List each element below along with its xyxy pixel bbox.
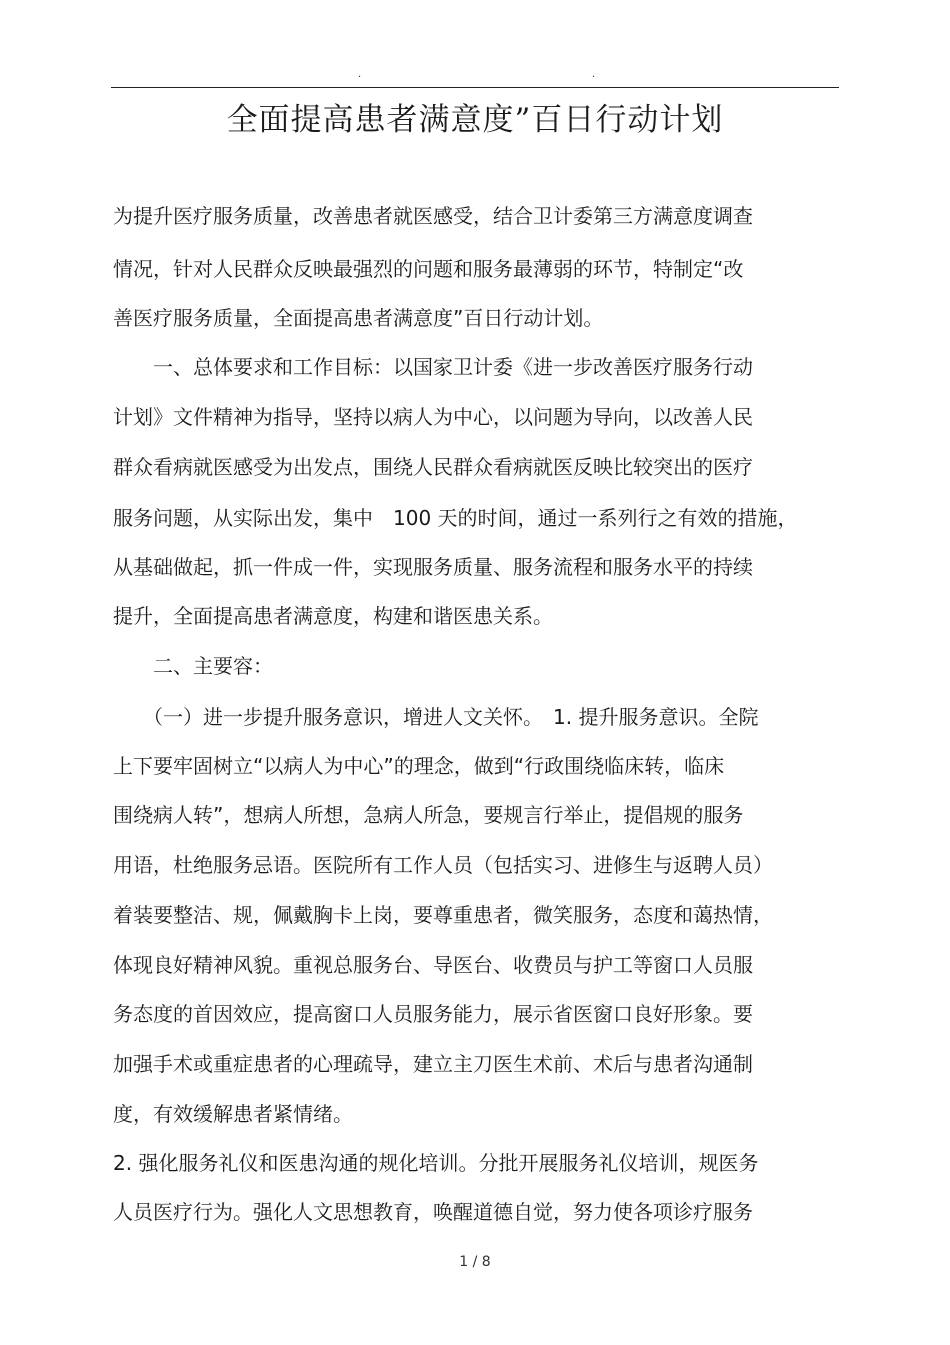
body-line: 围绕病人转”，想病人所想，急病人所急，要规言行举止，提倡规的服务 [113, 803, 744, 827]
body-line: 体现良好精神风貌。重视总服务台、导医台、收费员与护工等窗口人员服 [113, 953, 753, 977]
body-line: 从基础做起，抓一件成一件，实现服务质量、服务流程和服务水平的持续 [113, 555, 753, 579]
body-line: 上下要牢固树立“以病人为中心”的理念，做到“行政围绕临床转，临床 [113, 754, 725, 778]
header-rule [111, 87, 839, 88]
body-line: 2. 强化服务礼仪和医患沟通的规化培训。分批开展服务礼仪培训，规医务 [113, 1151, 759, 1175]
body-line: 善医疗服务质量，全面提高患者满意度”百日行动计划。 [113, 306, 604, 330]
body-line: 务态度的首因效应，提高窗口人员服务能力，展示省医窗口良好形象。要 [113, 1002, 753, 1026]
header-dot-left: . [358, 69, 362, 80]
body-line: 度，有效缓解患者紧情绪。 [113, 1102, 353, 1126]
body-line: 计划》文件精神为指导，坚持以病人为中心，以问题为导向，以改善人民 [113, 405, 753, 429]
body-line: 为提升医疗服务质量，改善患者就医感受，结合卫计委第三方满意度调查 [113, 204, 753, 228]
page-indicator: 1 / 8 [459, 1254, 491, 1270]
header-dot-right: . [592, 69, 596, 80]
body-line: 二、主要容： [113, 654, 273, 678]
body-line: 加强手术或重症患者的心理疏导，建立主刀医生术前、术后与患者沟通制 [113, 1052, 753, 1076]
body-line: 用语，杜绝服务忌语。医院所有工作人员（包括实习、进修生与返聘人员） [113, 853, 773, 877]
body-line: 群众看病就医感受为出发点，围绕人民群众看病就医反映比较突出的医疗 [113, 455, 753, 479]
body-line: 服务问题，从实际出发，集中 100 天的时间，通过一系列行之有效的措施， [113, 506, 798, 530]
body-line: 提升，全面提高患者满意度，构建和谐医患关系。 [113, 604, 553, 628]
body-line: （一）进一步提升服务意识，增进人文关怀。 1. 提升服务意识。全院 [113, 705, 759, 729]
body-line: 情况，针对人民群众反映最强烈的问题和服务最薄弱的环节，特制定“改 [113, 257, 744, 281]
body-line: 着装要整洁、规，佩戴胸卡上岗，要尊重患者，微笑服务，态度和蔼热情， [113, 903, 773, 927]
document-title: 全面提高患者满意度”百日行动计划 [226, 102, 724, 138]
body-line: 一、总体要求和工作目标：以国家卫计委《进一步改善医疗服务行动 [113, 355, 753, 379]
body-line: 人员医疗行为。强化人文思想教育，唤醒道德自觉，努力使各项诊疗服务 [113, 1200, 753, 1224]
